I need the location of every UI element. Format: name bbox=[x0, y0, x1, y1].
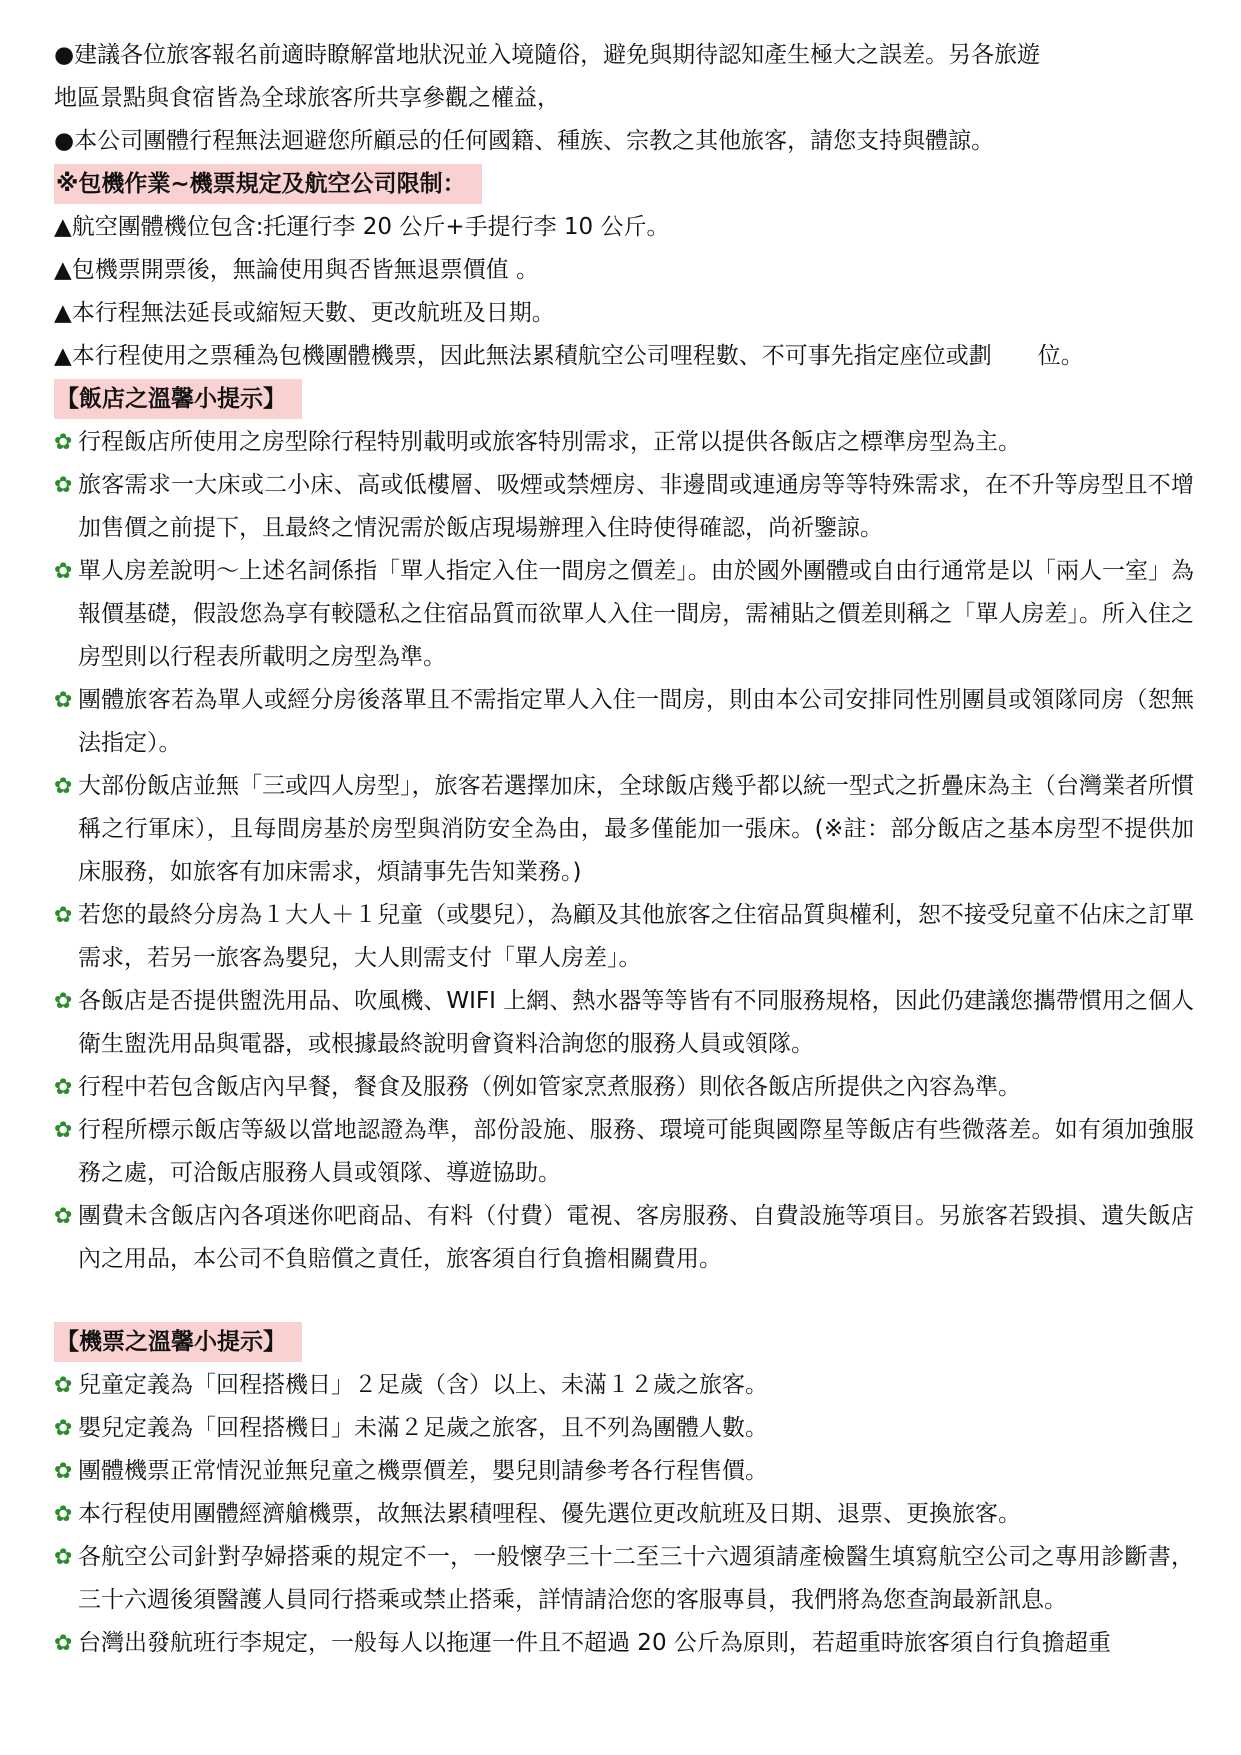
flower-bullet-icon: ✿ bbox=[54, 989, 73, 1014]
hotel-item bbox=[54, 679, 1194, 765]
flower-bullet-icon: ✿ bbox=[54, 1416, 73, 1441]
charter-item: ▲本行程無法延長或縮短天數、更改航班及日期。 bbox=[54, 300, 555, 326]
flower-bullet-icon: ✿ bbox=[54, 559, 73, 584]
flower-bullet-icon: ✿ bbox=[54, 473, 73, 498]
hotel-item-text: 行程飯店所使用之房型除行程特別載明或旅客特別需求，正常以提供各飯店之標準房型為主。 bbox=[78, 429, 1021, 455]
hotel-item-text: 若您的最終分房為１大人＋１兒童（或嬰兒），為顧及其他旅客之住宿品質與權利，恕不接受兒童不佔床之訂單需求，若另一旅客為嬰兒，大人則需支付「單人房差」。 bbox=[78, 902, 1194, 971]
hotel-heading: 【飯店之溫馨小提示】 bbox=[54, 379, 302, 419]
flower-bullet-icon: ✿ bbox=[54, 1545, 73, 1570]
document-page bbox=[54, 34, 1194, 1665]
intro-line-1: ●建議各位旅客報名前適時瞭解當地狀況並入境隨俗，避免與期待認知產生極大之誤差。另各旅遊 bbox=[54, 42, 1041, 68]
ticket-item bbox=[54, 1364, 1194, 1407]
hotel-item bbox=[54, 1195, 1194, 1281]
hotel-item bbox=[54, 1066, 1194, 1109]
ticket-item-text: 本行程使用團體經濟艙機票，故無法累積哩程、優先選位更改航班及日期、退票、更換旅客。 bbox=[78, 1501, 1021, 1527]
flower-bullet-icon: ✿ bbox=[54, 1502, 73, 1527]
hotel-item-text: 團費未含飯店內各項迷你吧商品、有料（付費）電視、客房服務、自費設施等項目。另旅客若毀損、遺失飯店內之用品，本公司不負賠償之責任，旅客須自行負擔相關費用。 bbox=[78, 1203, 1194, 1272]
charter-item: ▲航空團體機位包含:托運行李 20 公斤+手提行李 10 公斤。 bbox=[54, 214, 670, 240]
ticket-item bbox=[54, 1450, 1194, 1493]
hotel-item-text: 大部份飯店並無「三或四人房型」，旅客若選擇加床，全球飯店幾乎都以統一型式之折疊床為主（台灣業者所慣稱之行軍床），且每間房基於房型與消防安全為由，最多僅能加一張床。(※註：部分飯店之基本房型不提供加床服務，如旅客有加床需求，煩請事先告知業務。) bbox=[78, 773, 1194, 885]
intro-line-2: 地區景點與食宿皆為全球旅客所共享參觀之權益， bbox=[54, 85, 560, 111]
ticket-item-text: 兒童定義為「回程搭機日」２足歲（含）以上、未滿１２歲之旅客。 bbox=[78, 1372, 768, 1398]
ticket-item-text: 各航空公司針對孕婦搭乘的規定不一，一般懷孕三十二至三十六週須請產檢醫生填寫航空公司之專用診斷書，三十六週後須醫護人員同行搭乘或禁止搭乘，詳情請洽您的客服專員，我們將為您查詢最新訊息。 bbox=[78, 1544, 1194, 1613]
ticket-item bbox=[54, 1493, 1194, 1536]
flower-bullet-icon: ✿ bbox=[54, 430, 73, 455]
flower-bullet-icon: ✿ bbox=[54, 1459, 73, 1484]
flower-bullet-icon: ✿ bbox=[54, 1631, 73, 1656]
flower-bullet-icon: ✿ bbox=[54, 1373, 73, 1398]
hotel-item-text: 單人房差說明～上述名詞係指「單人指定入住一間房之價差」。由於國外團體或自由行通常是以「兩人一室」為報價基礎，假設您為享有較隱私之住宿品質而欲單人入住一間房，需補貼之價差則稱之「單人房差」。所入住之房型則以行程表所載明之房型為準。 bbox=[78, 558, 1194, 670]
hotel-item bbox=[54, 1109, 1194, 1195]
hotel-item bbox=[54, 894, 1194, 980]
hotel-item-text: 團體旅客若為單人或經分房後落單且不需指定單人入住一間房，則由本公司安排同性別團員或領隊同房（恕無法指定）。 bbox=[78, 687, 1194, 756]
hotel-item bbox=[54, 765, 1194, 894]
hotel-item-text: 行程中若包含飯店內早餐，餐食及服務（例如管家烹煮服務）則依各飯店所提供之內容為準。 bbox=[78, 1074, 1021, 1100]
hotel-item bbox=[54, 980, 1194, 1066]
flower-bullet-icon: ✿ bbox=[54, 774, 73, 799]
hotel-item bbox=[54, 550, 1194, 679]
hotel-item-text: 旅客需求一大床或二小床、高或低樓層、吸煙或禁煙房、非邊間或連通房等等特殊需求，在不升等房型且不增加售價之前提下，且最終之情況需於飯店現場辦理入住時使得確認，尚祈鑒諒。 bbox=[78, 472, 1194, 541]
section-spacer bbox=[54, 1281, 1194, 1321]
ticket-item bbox=[54, 1622, 1194, 1665]
charter-item: ▲包機票開票後，無論使用與否皆無退票價值 。 bbox=[54, 257, 539, 283]
ticket-item bbox=[54, 1407, 1194, 1450]
charter-item: ▲本行程使用之票種為包機團體機票，因此無法累積航空公司哩程數、不可事先指定座位或劃 位。 bbox=[54, 343, 1084, 369]
hotel-item-text: 各飯店是否提供盥洗用品、吹風機、WIFI 上網、熱水器等等皆有不同服務規格，因此仍建議您攜帶慣用之個人衛生盥洗用品與電器，或根據最終說明會資料洽詢您的服務人員或領隊。 bbox=[78, 988, 1194, 1057]
ticket-item-text: 嬰兒定義為「回程搭機日」未滿２足歲之旅客，且不列為團體人數。 bbox=[78, 1415, 768, 1441]
flower-bullet-icon: ✿ bbox=[54, 1204, 73, 1229]
hotel-item bbox=[54, 464, 1194, 550]
flower-bullet-icon: ✿ bbox=[54, 1075, 73, 1100]
ticket-item-text: 團體機票正常情況並無兒童之機票價差，嬰兒則請參考各行程售價。 bbox=[78, 1458, 768, 1484]
hotel-item bbox=[54, 421, 1194, 464]
flower-bullet-icon: ✿ bbox=[54, 1118, 73, 1143]
intro-line-3: ●本公司團體行程無法迴避您所顧忌的任何國籍、種族、宗教之其他旅客，請您支持與體諒。 bbox=[54, 128, 995, 154]
ticket-heading: 【機票之溫馨小提示】 bbox=[54, 1322, 302, 1362]
hotel-item-text: 行程所標示飯店等級以當地認證為準，部份設施、服務、環境可能與國際星等飯店有些微落差。如有須加強服務之處，可洽飯店服務人員或領隊、導遊協助。 bbox=[78, 1117, 1194, 1186]
flower-bullet-icon: ✿ bbox=[54, 688, 73, 713]
charter-heading: ※包機作業~機票規定及航空公司限制： bbox=[54, 164, 482, 204]
flower-bullet-icon: ✿ bbox=[54, 903, 73, 928]
ticket-item bbox=[54, 1536, 1194, 1622]
ticket-item-text: 台灣出發航班行李規定，一般每人以拖運一件且不超過 20 公斤為原則，若超重時旅客須自行負擔超重 bbox=[78, 1630, 1111, 1656]
